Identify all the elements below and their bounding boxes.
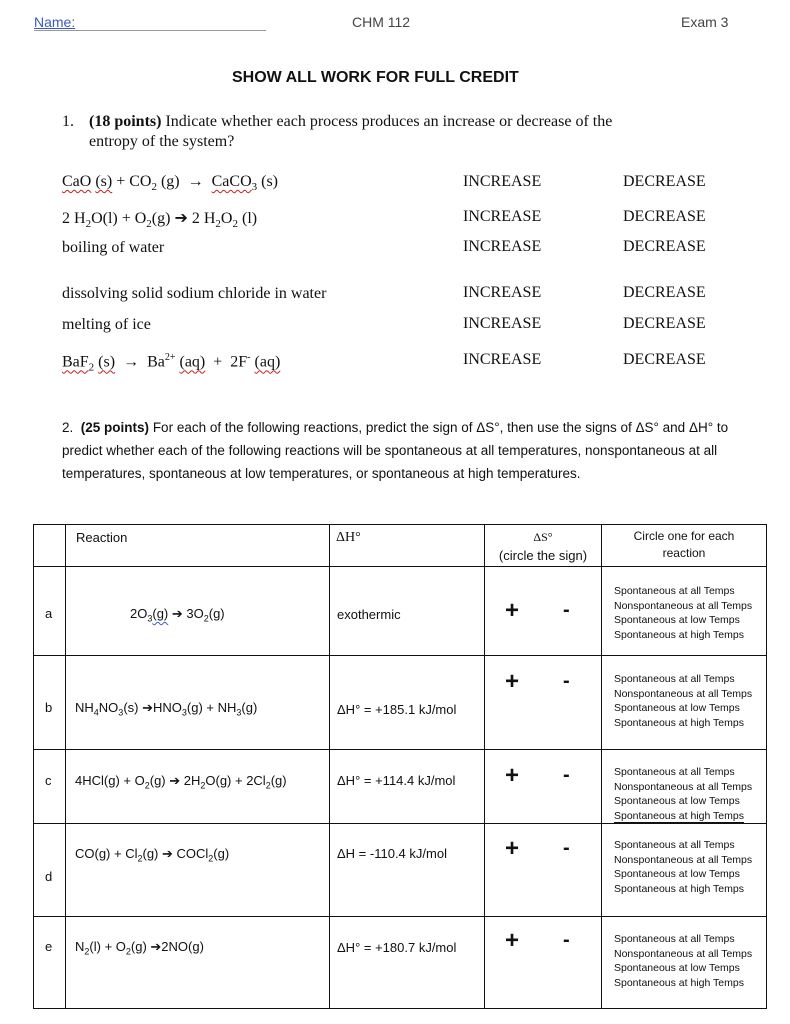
name-label: Name: — [34, 14, 76, 30]
q1-number: 1. — [62, 113, 74, 130]
q1-decrease-4[interactable]: DECREASE — [623, 284, 706, 301]
q2-text: For each of the following reactions, predict the sign of ΔS°, then use the signs of ΔS° and ΔH° to predict whether each of the following reactions will be spontaneous at all temperatures, nonspontaneous at all temperatures, spontaneous at low temperatures, or spontaneous at high temperatures. — [62, 420, 729, 481]
plus-sign[interactable]: + — [505, 668, 520, 695]
row-reaction: $2O_3(g)$ ➔ $3O_2(g)$ — [130, 606, 225, 624]
option-spont-high[interactable]: Spontaneous at high Temps — [614, 716, 744, 729]
q1-prompt-line2: entropy of the system? — [89, 133, 235, 150]
q1-increase-3[interactable]: INCREASE — [463, 238, 542, 255]
spontaneity-options — [614, 765, 752, 823]
row-dh: ΔH° = +180.7 kJ/mol — [337, 940, 457, 955]
minus-sign[interactable]: - — [563, 599, 570, 621]
header-circle-2: reaction — [662, 546, 706, 560]
minus-sign[interactable]: - — [563, 837, 570, 859]
option-spont-low[interactable]: Spontaneous at low Temps — [614, 962, 740, 975]
q1-prompt-line1: Indicate whether each process produces an increase or decrease of the — [165, 113, 613, 130]
option-spont-low[interactable]: Spontaneous at low Temps — [614, 868, 740, 881]
spontaneity-options — [614, 932, 752, 990]
option-nonspont-all[interactable]: Nonspontaneous at all Temps — [614, 853, 753, 866]
q2-number: 2. — [62, 420, 74, 435]
header-ds-note: (circle the sign) — [498, 548, 588, 563]
table-row — [34, 567, 767, 656]
option-spont-all[interactable]: Spontaneous at all Temps — [614, 766, 735, 778]
table-row — [34, 656, 767, 750]
row-letter: d — [45, 869, 53, 884]
option-spont-low[interactable]: Spontaneous at low Temps — [614, 702, 740, 715]
q1-increase-5[interactable]: INCREASE — [463, 315, 542, 332]
q2-points: (25 points) — [80, 420, 150, 435]
header-letter-cell — [34, 525, 66, 567]
row-dh: ΔH° = +114.4 kJ/mol — [337, 773, 456, 788]
row-reaction: $4HCl(g) + O_2(g)$ ➔ $2H_2O(g) + 2Cl_2(g)$ — [75, 773, 287, 791]
q1-item-4: dissolving solid sodium chloride in water — [62, 285, 327, 302]
option-spont-all[interactable]: Spontaneous at all Temps — [614, 933, 735, 945]
page-title: SHOW ALL WORK FOR FULL CREDIT — [232, 69, 519, 86]
header-circle-cell — [602, 525, 767, 567]
minus-sign[interactable]: - — [563, 929, 570, 951]
q1-points: (18 points) — [89, 113, 162, 130]
table-row — [34, 917, 767, 1009]
table-row — [34, 750, 767, 824]
name-line — [34, 30, 266, 31]
option-spont-all[interactable]: Spontaneous at all Temps — [614, 839, 735, 851]
option-spont-low[interactable]: Spontaneous at low Temps — [614, 614, 740, 627]
q1-increase-4[interactable]: INCREASE — [463, 284, 542, 301]
option-nonspont-all[interactable]: Nonspontaneous at all Temps — [614, 780, 753, 793]
option-spont-high[interactable]: Spontaneous at high Temps — [614, 809, 744, 822]
row-reaction: $CO(g) + Cl_2(g)$ ➔ COCl$_2$(g) — [75, 846, 230, 864]
q1-item-2: 2 $H_2O(l) + O_2(g)$ ➔ 2 $H_2O_2$ (l) — [62, 210, 258, 231]
q1-item-1: CaO $(s) + CO_2$ (g) → CaCO$_3$ (s) — [62, 173, 279, 194]
row-letter: c — [45, 773, 52, 788]
q1-prompt — [89, 113, 612, 131]
q1-decrease-2[interactable]: DECREASE — [623, 208, 706, 225]
table-header-row — [34, 525, 767, 567]
spontaneity-options — [614, 838, 752, 896]
row-dh: ΔH = -110.4 kJ/mol — [337, 846, 447, 861]
q1-decrease-1[interactable]: DECREASE — [623, 173, 706, 190]
table-row — [34, 824, 767, 917]
header-circle: Circle one for each — [633, 529, 735, 543]
spontaneity-options — [614, 584, 752, 642]
minus-sign[interactable]: - — [563, 764, 570, 786]
option-nonspont-all[interactable]: Nonspontaneous at all Temps — [614, 947, 753, 960]
option-spont-all[interactable]: Spontaneous at all Temps — [614, 585, 735, 597]
row-reaction: $N_2(l) + O_2(g)$ ➔2NO(g) — [75, 939, 204, 957]
option-spont-low[interactable]: Spontaneous at low Temps — [614, 795, 740, 808]
header-ds-cell — [485, 525, 602, 567]
plus-sign[interactable]: + — [505, 835, 520, 862]
row-letter: b — [45, 700, 53, 715]
row-letter: a — [45, 606, 53, 621]
option-spont-high[interactable]: Spontaneous at high Temps — [614, 882, 744, 895]
row-dh: exothermic — [337, 607, 401, 622]
q1-increase-1[interactable]: INCREASE — [463, 173, 542, 190]
header-dh-cell — [330, 525, 485, 567]
option-spont-high[interactable]: Spontaneous at high Temps — [614, 976, 744, 989]
q1-item-6: BaF$_2$ $(s) \to Ba^{2+}$ (aq) + 2F- (aq) — [62, 352, 281, 374]
row-dh: ΔH° = +185.1 kJ/mol — [337, 702, 457, 717]
option-spont-high[interactable]: Spontaneous at high Temps — [614, 628, 744, 641]
row-letter: e — [45, 939, 53, 954]
plus-sign[interactable]: + — [505, 762, 520, 789]
header-reaction: Reaction — [76, 530, 128, 545]
q1-item-3: boiling of water — [62, 239, 165, 256]
spontaneity-options — [614, 672, 752, 730]
q2-prompt — [62, 416, 762, 485]
row-reaction: $NH_4NO_3(s)$ $➔HNO_3(g) + NH_3(g)$ — [75, 700, 258, 718]
option-spont-all[interactable]: Spontaneous at all Temps — [614, 673, 735, 685]
header-dh: ΔH° — [336, 530, 361, 545]
q1-decrease-5[interactable]: DECREASE — [623, 315, 706, 332]
option-nonspont-all[interactable]: Nonspontaneous at all Temps — [614, 687, 753, 700]
header-reaction-cell — [66, 525, 330, 567]
minus-sign[interactable]: - — [563, 670, 570, 692]
q1-increase-6[interactable]: INCREASE — [463, 351, 542, 368]
q1-decrease-3[interactable]: DECREASE — [623, 238, 706, 255]
q1-item-5: melting of ice — [62, 316, 151, 333]
reaction-table — [33, 524, 767, 1009]
exam-label: Exam 3 — [681, 14, 729, 30]
plus-sign[interactable]: + — [505, 927, 520, 954]
course-code: CHM 112 — [352, 14, 411, 30]
q1-decrease-6[interactable]: DECREASE — [623, 351, 706, 368]
option-nonspont-all[interactable]: Nonspontaneous at all Temps — [614, 599, 753, 612]
header-ds: ΔS° — [533, 530, 553, 544]
plus-sign[interactable]: + — [505, 597, 520, 624]
q1-increase-2[interactable]: INCREASE — [463, 208, 542, 225]
